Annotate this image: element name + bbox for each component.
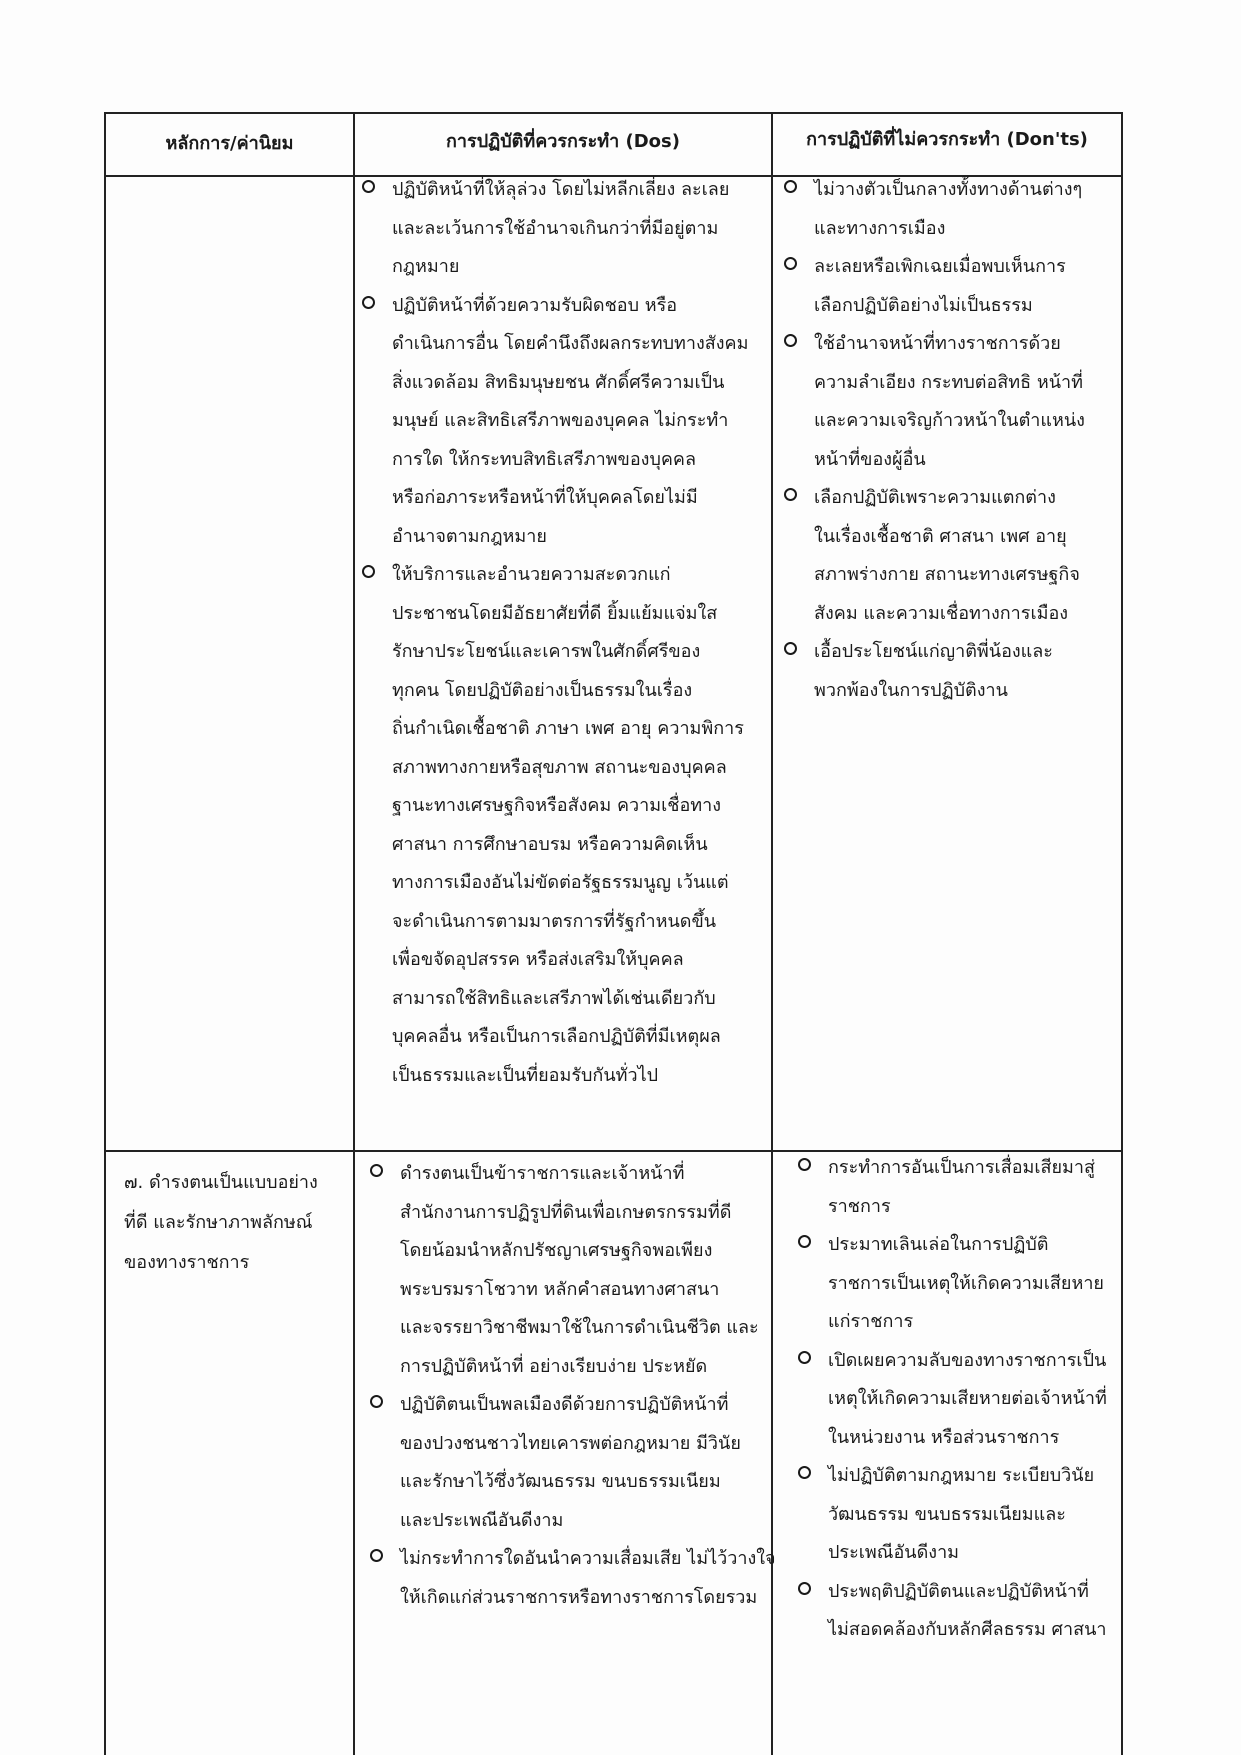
text-line: และความเจริญก้าวหน้าในตำแหน่ง (814, 410, 1085, 431)
text-line: พระบรมราโชวาท หลักคำสอนทางศาสนา (400, 1278, 720, 1300)
text-line: หน้าที่ของผู้อื่น (814, 448, 926, 470)
text-line: และประเพณีอันดีงาม (400, 1509, 564, 1531)
text-line: โดยน้อมนำหลักปรัชญาเศรษฐกิจพอเพียง (400, 1240, 713, 1261)
donts-item (784, 325, 1085, 479)
header-donts: การปฏิบัติที่ไม่ควรกระทำ (Don'ts) (806, 129, 1088, 150)
text-line: และทางการเมือง (814, 217, 946, 239)
bullet-circle-icon (798, 1158, 811, 1171)
row2-principle-column (124, 1163, 318, 1283)
text-line: จะดำเนินการตามมาตรการที่รัฐกำหนดขึ้น (392, 910, 717, 932)
dos-item (370, 1540, 776, 1617)
text-line: เพื่อขจัดอุปสรรค หรือส่งเสริมให้บุคคล (392, 949, 684, 970)
text-line: วัฒนธรรม ขนบธรรมเนียมและ (828, 1503, 1066, 1525)
bullet-circle-icon (784, 334, 797, 347)
text-line: ให้เกิดแก่ส่วนราชการหรือทางราชการโดยรวม (400, 1586, 758, 1608)
bullet-circle-icon (784, 257, 797, 270)
text-line: สิ่งแวดล้อม สิทธิมนุษยชน ศักดิ์ศรีความเป็น (392, 371, 725, 393)
text-line: ดำรงตนเป็นข้าราชการและเจ้าหน้าที่ (400, 1163, 685, 1184)
text-line: ถิ่นกำเนิดเชื้อชาติ ภาษา เพศ อายุ ความพิการ (392, 718, 744, 739)
column-divider-1 (353, 112, 355, 1755)
text-line: ปฏิบัติตนเป็นพลเมืองดีด้วยการปฏิบัติหน้าที่ (400, 1394, 729, 1415)
text-line: ทุกคน โดยปฏิบัติอย่างเป็นธรรมในเรื่อง (392, 679, 693, 701)
text-line: ดำเนินการอื่น โดยคำนึงถึงผลกระทบทางสังคม (392, 333, 749, 354)
text-line: มนุษย์ และสิทธิเสรีภาพของบุคคล ไม่กระทำ (392, 410, 729, 431)
text-line: ทางการเมืองอันไม่ขัดต่อรัฐธรรมนูญ เว้นแต่ (392, 872, 729, 893)
text-line: การใด ให้กระทบสิทธิเสรีภาพของบุคคล (392, 448, 696, 470)
bullet-circle-icon (362, 296, 375, 309)
text-line: ราชการ (828, 1195, 891, 1217)
donts-item (784, 248, 1085, 325)
dos-item (362, 287, 748, 557)
text-line: ศาสนา การศึกษาอบรม หรือความคิดเห็น (392, 833, 708, 855)
text-line: ความลำเอียง กระทบต่อสิทธิ หน้าที่ (814, 371, 1084, 393)
text-line: รักษาประโยชน์และเคารพในศักดิ์ศรีของ (392, 641, 701, 662)
text-line: สามารถใช้สิทธิและเสรีภาพได้เช่นเดียวกับ (392, 987, 716, 1009)
row1-dos-column (362, 171, 748, 1095)
text-line: สำนักงานการปฏิรูปที่ดินเพื่อเกษตรกรรมที่ดี (400, 1201, 732, 1223)
principle-line: ที่ดี และรักษาภาพลักษณ์ (124, 1212, 313, 1233)
text-line: ของปวงชนชาวไทยเคารพต่อกฎหมาย มีวินัย (400, 1432, 741, 1454)
header-dos: การปฏิบัติที่ควรกระทำ (Dos) (446, 131, 680, 152)
principle-line: ๗. ดำรงตนเป็นแบบอย่าง (124, 1172, 318, 1193)
text-line: สภาพร่างกาย สถานะทางเศรษฐกิจ (814, 564, 1080, 585)
text-line: เหตุให้เกิดความเสียหายต่อเจ้าหน้าที่ (828, 1388, 1107, 1409)
bullet-circle-icon (784, 642, 797, 655)
text-line: และละเว้นการใช้อำนาจเกินกว่าที่มีอยู่ตาม (392, 217, 719, 239)
donts-item (798, 1457, 1107, 1573)
dos-item (362, 556, 748, 1095)
text-line: ในหน่วยงาน หรือส่วนราชการ (828, 1426, 1060, 1448)
table-border-right (1121, 112, 1123, 1755)
text-line: ราชการเป็นเหตุให้เกิดความเสียหาย (828, 1272, 1104, 1294)
text-line: ประเพณีอันดีงาม (828, 1542, 960, 1563)
text-line: ละเลยหรือเพิกเฉยเมื่อพบเห็นการ (814, 256, 1066, 277)
text-line: และรักษาไว้ซึ่งวัฒนธรรม ขนบธรรมเนียม (400, 1471, 721, 1492)
text-line: ประพฤติปฏิบัติตนและปฏิบัติหน้าที่ (828, 1580, 1089, 1602)
text-line: ประชาชนโดยมีอัธยาศัยที่ดี ยิ้มแย้มแจ่มใส (392, 602, 718, 624)
bullet-circle-icon (798, 1466, 811, 1479)
text-line: ฐานะทางเศรษฐกิจหรือสังคม ความเชื่อทาง (392, 795, 722, 816)
bullet-circle-icon (798, 1235, 811, 1248)
bullet-circle-icon (370, 1164, 383, 1177)
text-line: และจรรยาวิชาชีพมาใช้ในการดำเนินชีวิต และ (400, 1317, 759, 1338)
text-line: เปิดเผยความลับของทางราชการเป็น (828, 1349, 1107, 1371)
donts-item (798, 1149, 1107, 1226)
text-line: ในเรื่องเชื้อชาติ ศาสนา เพศ อายุ (814, 525, 1067, 547)
bullet-circle-icon (370, 1549, 383, 1562)
donts-item (784, 171, 1085, 248)
donts-item (784, 479, 1085, 633)
text-line: บุคคลอื่น หรือเป็นการเลือกปฏิบัติที่มีเหตุผล (392, 1026, 721, 1047)
text-line: หรือก่อภาระหรือหน้าที่ให้บุคคลโดยไม่มี (392, 487, 698, 508)
bullet-circle-icon (362, 180, 375, 193)
donts-item (798, 1226, 1107, 1342)
text-line: ไม่ปฏิบัติตามกฎหมาย ระเบียบวินัย (828, 1465, 1095, 1486)
dos-item (362, 171, 748, 287)
text-line: เป็นธรรมและเป็นที่ยอมรับกันทั่วไป (392, 1064, 659, 1086)
text-line: แก่ราชการ (828, 1311, 914, 1332)
text-line: ไม่วางตัวเป็นกลางทั้งทางด้านต่างๆ (814, 179, 1083, 200)
dos-item (370, 1155, 776, 1386)
table-border-top (104, 112, 1123, 114)
text-line: ไม่สอดคล้องกับหลักศีลธรรม ศาสนา (828, 1619, 1107, 1640)
text-line: ใช้อำนาจหน้าที่ทางราชการด้วย (814, 333, 1061, 354)
donts-item (784, 633, 1085, 710)
dos-item (370, 1386, 776, 1540)
text-line: สภาพทางกายหรือสุขภาพ สถานะของบุคคล (392, 756, 727, 778)
text-line: ให้บริการและอำนวยความสะดวกแก่ (392, 564, 671, 585)
text-line: ประมาทเลินเล่อในการปฏิบัติ (828, 1234, 1049, 1255)
text-line: เลือกปฏิบัติอย่างไม่เป็นธรรม (814, 294, 1033, 316)
principle-line: ของทางราชการ (124, 1252, 250, 1273)
row1-donts-column (784, 171, 1085, 710)
donts-item (798, 1342, 1107, 1458)
bullet-circle-icon (362, 565, 375, 578)
text-line: อำนาจตามกฎหมาย (392, 525, 547, 547)
bullet-circle-icon (370, 1395, 383, 1408)
text-line: สังคม และความเชื่อทางการเมือง (814, 602, 1069, 624)
text-line: การปฏิบัติหน้าที่ อย่างเรียบง่าย ประหยัด (400, 1355, 708, 1377)
text-line: เลือกปฏิบัติเพราะความแตกต่าง (814, 487, 1056, 508)
donts-item (798, 1573, 1107, 1650)
header-principle: หลักการ/ค่านิยม (165, 133, 294, 154)
text-line: พวกพ้องในการปฏิบัติงาน (814, 679, 1008, 701)
bullet-circle-icon (784, 488, 797, 501)
text-line: กฎหมาย (392, 256, 460, 277)
text-line: กระทำการอันเป็นการเสื่อมเสียมาสู่ (828, 1157, 1096, 1178)
text-line: ไม่กระทำการใดอันนำความเสื่อมเสีย ไม่ไว้วางใจ (400, 1548, 776, 1569)
text-line: ปฏิบัติหน้าที่ด้วยความรับผิดชอบ หรือ (392, 294, 678, 316)
bullet-circle-icon (798, 1582, 811, 1595)
text-line: เอื้อประโยชน์แก่ญาติพี่น้องและ (814, 641, 1053, 662)
row2-donts-column (798, 1149, 1107, 1650)
text-line: ปฏิบัติหน้าที่ให้ลุล่วง โดยไม่หลีกเลี่ยง ละเลย (392, 179, 730, 200)
bullet-circle-icon (784, 180, 797, 193)
table-border-left (104, 112, 106, 1755)
bullet-circle-icon (798, 1351, 811, 1364)
row2-dos-column (370, 1155, 776, 1617)
